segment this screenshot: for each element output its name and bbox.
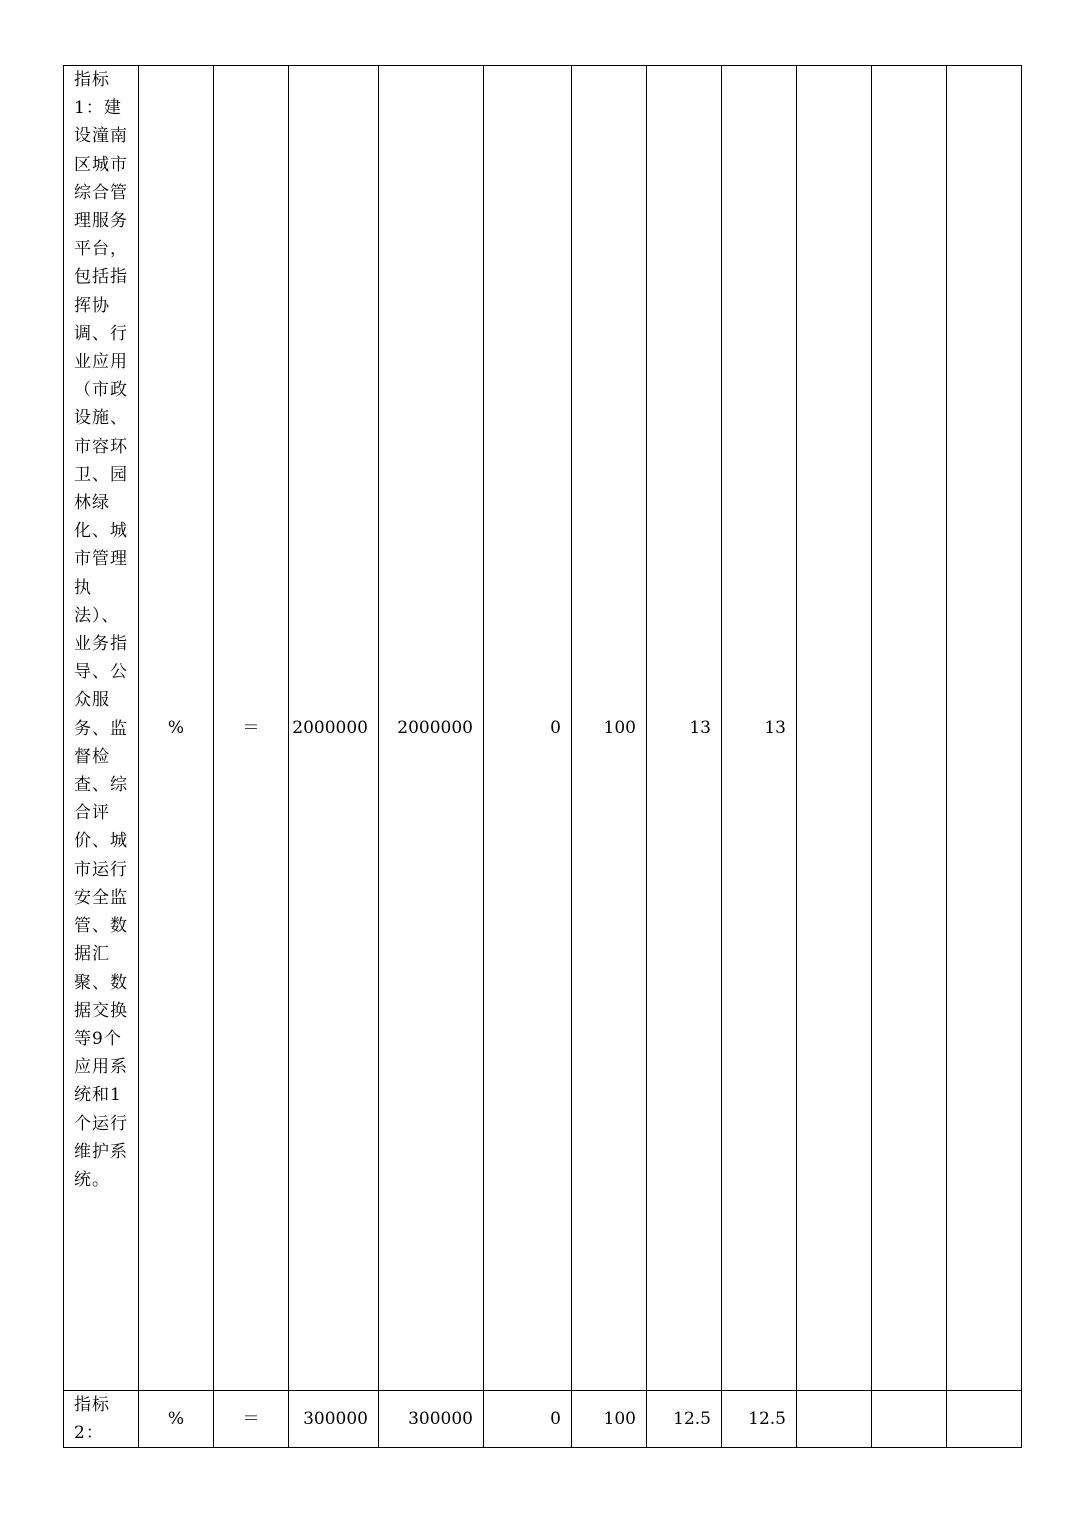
value-h-cell xyxy=(872,1391,947,1448)
performance-indicator-table xyxy=(63,65,1022,1448)
value-d-cell: 100 xyxy=(572,66,647,1391)
indicator-name-cell xyxy=(64,1391,139,1448)
indicator-name-cell xyxy=(64,66,139,1391)
indicator-name: 指标1：建设潼南区城市综合管理服务平台，包括指挥协调、行业应用（市政设施、市容环卫、园林绿化、城市管理执法）、业务指导、公众服务、监督检查、综合评价、城市运行安全监管、数据汇聚、数据交换等9个应用系统和1个运行维护系统。 xyxy=(74,70,128,1190)
table-row xyxy=(64,66,1022,1391)
value-a-cell: 300000 xyxy=(289,1391,379,1448)
value-e-cell: 13 xyxy=(647,66,722,1391)
unit-cell: % xyxy=(139,1391,214,1448)
value-h-cell xyxy=(872,66,947,1391)
value-a-cell: 2000000 xyxy=(289,66,379,1391)
unit-cell: % xyxy=(139,66,214,1391)
value-e-cell: 12.5 xyxy=(647,1391,722,1448)
value-f-cell: 13 xyxy=(722,66,797,1391)
operator-cell: ＝ xyxy=(214,66,289,1391)
value-b-cell: 2000000 xyxy=(379,66,484,1391)
value-i-cell xyxy=(947,1391,1022,1448)
table-row xyxy=(64,1391,1022,1448)
value-c-cell: 0 xyxy=(484,1391,572,1448)
value-g-cell xyxy=(797,1391,872,1448)
indicator-name: 指标2： xyxy=(74,1395,110,1444)
value-b-cell: 300000 xyxy=(379,1391,484,1448)
value-d-cell: 100 xyxy=(572,1391,647,1448)
operator-cell: ＝ xyxy=(214,1391,289,1448)
value-c-cell: 0 xyxy=(484,66,572,1391)
value-g-cell xyxy=(797,66,872,1391)
value-i-cell xyxy=(947,66,1022,1391)
value-f-cell: 12.5 xyxy=(722,1391,797,1448)
